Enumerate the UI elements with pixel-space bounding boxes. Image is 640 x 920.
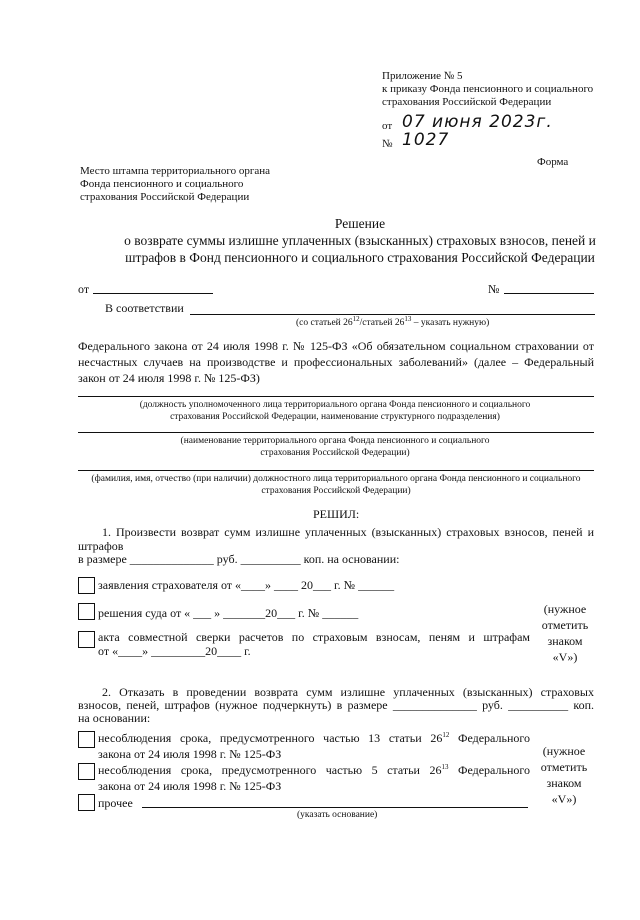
accordance-field[interactable] [190, 314, 595, 315]
section2-text-3: на основании: [78, 711, 151, 725]
option-other-label: прочее [98, 796, 133, 810]
law-paragraph: Федерального закона от 24 июля 1998 г. № 125-ФЗ «Об обязательном социальном страховании от несчастных случаев на производстве и профессиональных заболеваний» (далее – Федеральный закон от 24 июля 1998 г. № 125-ФЗ) [78, 339, 594, 385]
note1-line-2: отметить [541, 618, 589, 632]
section2-text-1: 2. Отказать в проведении возврата сумм излишне уплаченных (взысканных) страховых [102, 685, 594, 699]
checkbox-reconciliation-act[interactable] [78, 631, 95, 648]
other-reason-hint: (указать основание) [297, 810, 378, 820]
number-label: № [488, 282, 500, 296]
note1-line-1: (нужное [543, 602, 587, 616]
appendix-date-handwritten: 07 июня 2023г. [402, 112, 553, 132]
title-heading: Решение [334, 216, 386, 231]
appendix-date-prefix: от [382, 120, 393, 132]
appendix-number-handwritten: 1027 [402, 130, 450, 150]
appendix-number-prefix: № [382, 138, 393, 150]
stamp-line-3: страхования Российской Федерации [80, 191, 250, 203]
official-position-field[interactable] [78, 396, 594, 397]
other-reason-field[interactable] [142, 807, 528, 808]
option-employer-application: заявления страхователя от «____» ____ 20___ г. № ______ [98, 578, 395, 592]
checkbox-other[interactable] [78, 794, 95, 811]
checkbox-deadline-part5[interactable] [78, 763, 95, 780]
fio-field[interactable] [78, 470, 594, 471]
checkbox-employer-application[interactable] [78, 577, 95, 594]
section1-text-2: штрафов [78, 539, 124, 553]
section1-note [535, 601, 595, 665]
note2-line-4: «V») [551, 792, 577, 806]
decided-heading: РЕШИЛ: [313, 507, 360, 521]
from-label: от [78, 282, 90, 296]
stamp-line-2: Фонда пенсионного и социального [80, 178, 244, 190]
accordance-label: В соответствии [105, 301, 184, 315]
note2-line-1: (нужное [542, 744, 586, 758]
official-position-hint: (должность уполномоченного лица территориального органа Фонда пенсионного и социального страхования Российской Федерации, наименование структурного подразделения) [139, 400, 531, 422]
note1-line-3: знаком [547, 634, 583, 648]
stamp-place [80, 165, 330, 204]
accordance-hint: (со статьей $26^{12}$/статьей $26^{13}$ – указать нужную) [296, 314, 490, 328]
title-block [60, 215, 640, 266]
title-line-2: штрафов в Фонд пенсионного и социального страхования Российской Федерации [125, 250, 595, 265]
checkbox-deadline-part13[interactable] [78, 731, 95, 748]
section2-text-2: взносов, пеней, штрафов (нужное подчеркнуть) в размере ______________ руб. __________ коп. [78, 698, 594, 712]
option-deadline-part13: несоблюдения срока, предусмотренного частью 13 статьи $26^{12}$ Федерального закона от 24 июля 1998 г. № 125-ФЗ [98, 731, 530, 761]
section2-note [533, 743, 595, 807]
section1-text-1: 1. Произвести возврат сумм излишне уплаченных (взысканных) страховых взносов, пеней и [102, 525, 594, 539]
note2-line-3: знаком [546, 776, 582, 790]
fio-hint: (фамилия, имя, отчество (при наличии) должностного лица территориального органа Фонда пенсионного и социального страхования Российской Федерации) [91, 474, 581, 496]
stamp-line-1: Место штампа территориального органа [80, 165, 271, 177]
number-field[interactable] [504, 293, 594, 294]
territorial-body-field[interactable] [78, 432, 594, 433]
appendix-block [382, 70, 632, 109]
note2-line-2: отметить [540, 760, 588, 774]
checkbox-court-decision[interactable] [78, 603, 95, 620]
note1-line-4: «V») [552, 650, 578, 664]
option-reconciliation-date: от «____» _________20____ г. [98, 644, 251, 658]
form-label: Форма [537, 156, 569, 168]
title-line-1: о возврате суммы излишне уплаченных (взысканных) страховых взносов, пеней и [124, 233, 596, 248]
option-court-decision: решения суда от « ___ » _______20___ г. № ______ [98, 606, 359, 620]
section1-amount: в размере ______________ руб. __________ коп. на основании: [78, 552, 400, 566]
option-reconciliation-act: акта совместной сверки расчетов по страховым взносам, пеням и штрафам [98, 630, 530, 644]
appendix-order-line: к приказу Фонда пенсионного и социального [382, 83, 594, 95]
appendix-title: Приложение № 5 [382, 70, 463, 82]
territorial-body-hint: (наименование территориального органа Фонда пенсионного и социального страхования Российской Федерации) [180, 436, 490, 458]
from-date-field[interactable] [93, 293, 213, 294]
option-deadline-part5: несоблюдения срока, предусмотренного частью 5 статьи $26^{13}$ Федерального закона от 24 июля 1998 г. № 125-ФЗ [98, 763, 530, 793]
appendix-fund-line: страхования Российской Федерации [382, 96, 552, 108]
